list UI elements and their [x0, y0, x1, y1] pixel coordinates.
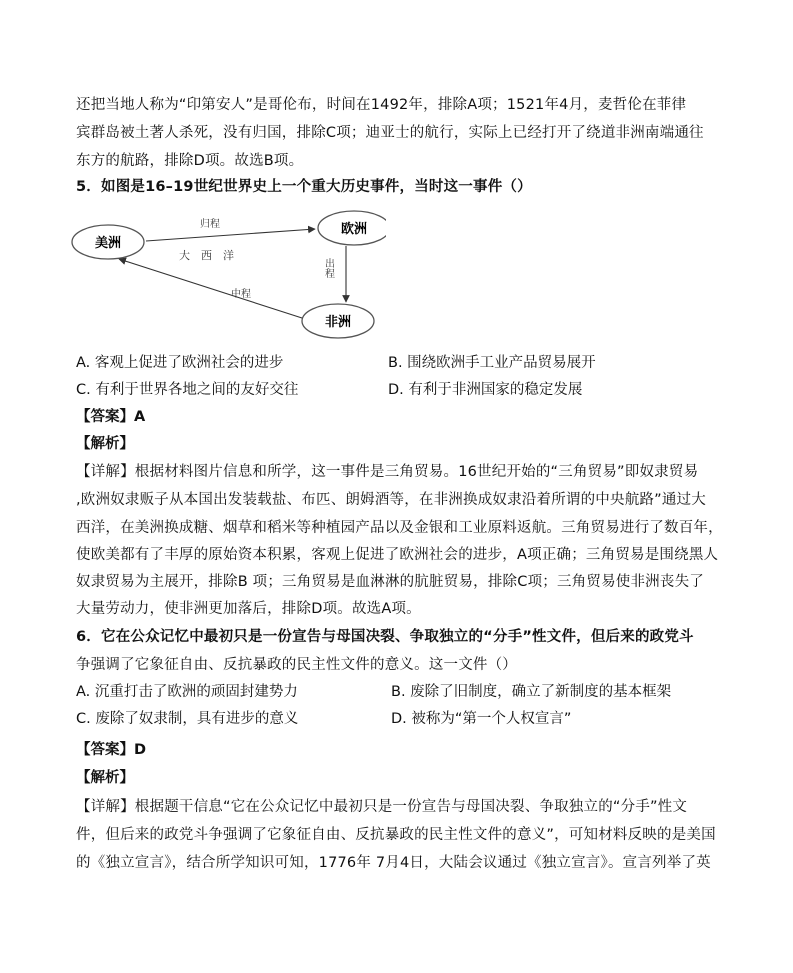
question-6-stem: 争强调了它象征自由、反抗暴政的民主性文件的意义。这一文件（）: [76, 657, 517, 673]
q5-detail-line: ,欧洲奴隶贩子从本国出发装载盐、布匹、朗姆酒等，在非洲换成奴隶沿着所谓的中央航路”通过大: [76, 492, 706, 508]
q5-option-d: D. 有利于非洲国家的稳定发展: [388, 382, 583, 398]
q6-analysis-label: 【解析】: [76, 770, 134, 786]
europe-node: [318, 211, 386, 245]
q5-analysis-label: 【解析】: [76, 436, 134, 452]
ocean-label: 大 西 洋: [179, 249, 234, 262]
q5-detail-line: 【详解】根据材料图片信息和所学，这一事件是三角贸易。16世纪开始的“三角贸易”即奴隶贸易: [76, 464, 699, 480]
q6-answer: 【答案】D: [76, 742, 147, 758]
text-line: 还把当地人称为“印第安人”是哥伦布，时间在1492年，排除A项；1521年4月，麦哲伦在菲律: [76, 97, 687, 113]
q6-option-a: A. 沉重打击了欧洲的顽固封建势力: [76, 684, 298, 700]
europe-label: 欧洲: [340, 222, 368, 237]
americas-label: 美洲: [94, 236, 122, 251]
return-arrow: [146, 229, 315, 241]
middle-passage-arrow: [119, 259, 302, 318]
text-line: 宾群岛被土著人杀死，没有归国，排除C项；迪亚士的航行，实际上已经打开了绕道非洲南端通往: [76, 125, 704, 141]
q6-detail-line: 的《独立宣言》，结合所学知识可知，1776年 7月4日，大陆会议通过《独立宣言》。宣言列举了英: [76, 855, 711, 871]
q6-option-d: D. 被称为“第一个人权宣言”: [391, 711, 572, 727]
middle-passage-label: 中程: [231, 289, 251, 300]
americas-node: [72, 225, 144, 259]
question-6-stem: 6．它在公众记忆中最初只是一份宣告与母国决裂、争取独立的“分手”性文件，但后来的政党斗: [76, 629, 694, 645]
triangle-trade-diagram: [66, 208, 386, 343]
outbound-leg-label: 出程: [322, 258, 334, 278]
q6-option-c: C. 废除了奴隶制，具有进步的意义: [76, 711, 299, 727]
q5-answer: 【答案】A: [76, 409, 146, 425]
q5-detail-line: 大量劳动力，使非洲更加落后，排除D项。故选A项。: [76, 601, 421, 617]
africa-label: 非洲: [324, 315, 352, 330]
return-leg-label: 归程: [200, 219, 220, 230]
q6-detail-line: 件，但后来的政党斗争强调了它象征自由、反抗暴政的民主性文件的意义”，可知材料反映的是美国: [76, 827, 716, 843]
q6-detail-line: 【详解】根据题干信息“它在公众记忆中最初只是一份宣告与母国决裂、争取独立的“分手”性文: [76, 799, 688, 815]
text-line: 东方的航路，排除D项。故选B项。: [76, 153, 304, 169]
q6-option-b: B. 废除了旧制度，确立了新制度的基本框架: [391, 684, 672, 700]
q5-option-c: C. 有利于世界各地之间的友好交往: [76, 382, 299, 398]
africa-node: [302, 304, 374, 338]
question-5-stem: 5．如图是16–19世纪世界史上一个重大历史事件，当时这一事件（）: [76, 179, 532, 195]
q5-detail-line: 使欧美都有了丰厚的原始资本积累，客观上促进了欧洲社会的进步，A项正确；三角贸易是围绕黑人: [76, 547, 719, 563]
q5-detail-line: 奴隶贸易为主展开，排除B 项；三角贸易是血淋淋的肮脏贸易，排除C项；三角贸易使非洲丧失了: [76, 574, 704, 590]
q5-option-a: A. 客观上促进了欧洲社会的进步: [76, 355, 284, 371]
q5-detail-line: 西洋，在美洲换成糖、烟草和稻米等种植园产品以及金银和工业原料返航。三角贸易进行了数百年，: [76, 520, 723, 536]
q5-option-b: B. 围绕欧洲手工业产品贸易展开: [388, 355, 596, 371]
